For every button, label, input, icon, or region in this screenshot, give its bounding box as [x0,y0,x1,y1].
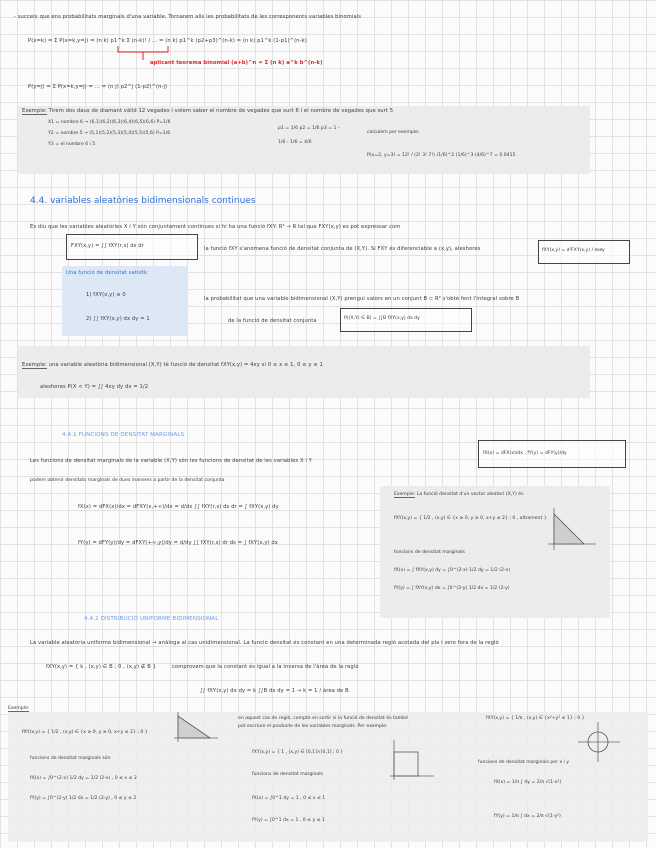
example-3-text: Exemple: La funció densitat d'un vector aleatori (X,Y) és [394,492,524,497]
bottom-ex3-fx: fX(x) = 1/π ∫ dy = 2/π √(1-x²) [494,780,562,785]
property-1: 1) fXY(x,y) ≥ 0 [86,292,126,298]
bottom-ex1-density: fXY(x,y) = { 1/2 , (x,y) ∈ {x ≥ 0, y ≥ 0, x+y ≤ 2} ; 0 } [22,730,148,735]
example-1-result: P(x=2, y=3) = 12! / (2! 3! 7!) (1/6)^2 (1/6)^3 (4/6)^7 = 0.0415 [367,153,516,158]
probability-formula-box: P((X,Y) ∈ B) = ∫∫B fXY(x,y) dx dy [340,308,472,332]
property-2: 2) ∫∫ fXY(x,y) dx dy = 1 [86,316,150,322]
example-1-calc-label: calculem per exemple: [367,130,420,135]
subsection-442-title: 4.4.2 DISTRIBUCIÓ UNIFORME BIDIMENSIONAL [84,616,219,622]
example-3-marginals-label: funcions de densitat marginals [394,550,465,555]
probability-text: la probabilitat que una variable bidimensional (X,Y) prengui valors en un conjunt B ⊂ R² s'obté fent l'integral sobre B [204,296,520,302]
example-2-text: Exemple: una variable aleatòria bidimensional (X,Y) té funció de densitat fXY(x,y) = 4xy si 0 ≤ x ≤ 1, 0 ≤ y ≤ 1 [22,362,323,368]
bottom-ex1-fx: fX(x) = ∫0^(2-x) 1/2 dy = 1/2 (2-x) , 0 ≤ x ≤ 2 [30,776,137,781]
brace-underline [118,46,119,47]
bottom-ex2-fy: fY(y) = ∫0^1 dx = 1 , 0 ≤ y ≤ 1 [252,818,325,823]
example-3-fx: fX(x) = ∫ fXY(x,y) dy = ∫0^(2-x) 1/2 dy = 1/2 (2-x) [394,568,511,573]
example-3-fy: fY(y) = ∫ fXY(x,y) dx = ∫0^(2-y) 1/2 dx = 1/2 (2-y) [394,586,510,591]
bottom-ex2-note-2: pot escriure el producte de les variables marginals. Per exemple: [238,724,388,729]
bottom-ex2-note: en aquest cas de regió, compte en sortir si la funció de densitat és també [238,716,408,721]
uniform-density-def: fXY(x,y) = { k , (x,y) ∈ B ; 0 , (x,y) ∉ B } [46,664,156,670]
subsection-441-title: 4.4.1 FUNCIONS DE DENSITAT MARGINALS [62,432,185,438]
example-1-probs: p1 = 1/6 p2 = 1/6 p3 = 1 - 1/6 - 1/6 = 4/6 [278,126,340,145]
marginal-fy-derivation: fY(y) = dFY(y)/dy = dFXY(+∞,y)/dy = d/dy ∫∫ fXY(r,s) dr ds = ∫ fXY(x,y) dx [78,540,278,546]
uniform-check-text: comprovem que la constant és igual a la inversa de l'àrea de la regió [172,664,359,670]
example-3-density: fXY(x,y) = { 1/2 , (x,y) ∈ {x ≥ 0, y ≥ 0, x+y ≤ 2} ; 0 , altrament } [394,516,547,521]
bottom-ex3-density: fXY(x,y) = { 1/π , (x,y) ∈ {x²+y² ≤ 1} ; 0 } [486,716,585,721]
marginal-fx-derivation: fX(x) = dFX(x)/dx = dFXY(x,+∞)/dx = d/dx ∫∫ fXY(r,s) ds dr = ∫ fXY(x,y) dy [78,504,279,510]
density-text: la funció fXY s'anomena funció de densitat conjunta de (X,Y). Si FXY és diferenciable a (x,y), aleshores [204,246,481,252]
binomial-theorem-note: aplicant teorema binomial (a+b)^n = Σ (n k) a^k b^(n-k) [150,60,323,66]
marginals-text: Les funcions de densitat marginals de la variable (X,Y) són les funcions de densitat de les variables X i Y [30,458,312,464]
section-intro: Es diu que les variables aleatòries X i Y són conjuntament continues si hi ha una funció fXY: R² → R tal que FXY(x,y) es pot expressar com [30,224,401,230]
triangle-region-plot [548,508,549,509]
marginal-formula-box: fX(x) = dFX(x)/dx , fY(y) = dFY(y)/dy [478,440,626,468]
marginal-x-equation: P(x=k) = Σ P(x=k,y=j) = (n k) p1^k Σ (n-k)! / ... = (n k) p1^k (p2+p3)^(n-k) = (n k) p1^k (1-p1)^(n-k) [28,38,307,44]
bottom-ex2-marginals: funcions de densitat marginals [252,772,323,777]
marginal-y-equation: P(y=j) = Σ P(x=k,y=j) = ... = (n j) p2^j (1-p2)^(n-j) [28,84,168,90]
intro-line: - succeix que ens probabilitats marginals d'una variable. Tornarem alls les probabilitats de les corresponents variables binomials [14,14,362,20]
uniform-text: La variable aleatòria uniforme bidimensional → anàloga al cas unidimensional. La funció densitat és constant en una determinada regió acotada del pla i zero fora de la regió [30,640,499,646]
cdf-formula-box: FXY(x,y) = ∫∫ fXY(r,s) ds dr [66,234,198,260]
bottom-ex3-fy: fY(y) = 1/π ∫ dx = 2/π √(1-y²) [494,814,561,819]
uniform-integral: ∫∫ fXY(x,y) dx dy = k ∫∫B dx dy = 1 → k = 1 / àrea de B [200,688,349,694]
density-formula-box: fXY(x,y) = ∂²FXY(x,y) / ∂x∂y [538,240,630,264]
bottom-ex1-triangle-plot [174,712,175,713]
example-1-z: Y3 = el nombre 6 i 5 [48,142,96,147]
example-1-x: X1 = nombre 6 → (6,1)(6,2)(6,3)(6,4)(6,5)(6,6) P=1/6 [48,120,171,125]
example-1-label: Exemple: Tirem dos daus de diamant vàlid 12 vegades i volem saber el nombre de vegades que surt 6 i el nombre de vegades que surt 5 [22,108,394,114]
bottom-ex3-marginals: funcions de densitat marginals per x i y [478,760,570,765]
marginals-text-2: podem obtenir densitats marginals de dues maneres a partir de la densitat conjunta [30,478,225,483]
example-2-calc: aleshores P(X < Y) = ∫∫ 4xy dy dx = 1/2 [40,384,149,390]
bottom-ex3-circle-plot [586,730,587,731]
bottom-ex2-square-plot [390,740,391,741]
properties-title: Una funció de densitat satisfà: [66,270,149,276]
bottom-ex2-density: fXY(x,y) = { 1 , (x,y) ∈ [0,1]×[0,1] ; 0 } [252,750,344,755]
bottom-ex2-fx: fX(x) = ∫0^1 dy = 1 , 0 ≤ x ≤ 1 [252,796,326,801]
probability-text-2: de la funció de densitat conjunta [228,318,317,324]
example-1-y: Y2 = nombre 5 → (5,1)(5,2)(5,3)(5,4)(5,5)(5,6) P=1/6 [48,131,171,136]
example-4-label: Exemple: [8,706,30,711]
section-heading: 4.4. variables aleatòries bidimensionals continues [30,196,256,206]
bottom-ex1-marginals: funcions de densitat marginals són [30,756,111,761]
bottom-ex1-fy: fY(y) = ∫0^(2-y) 1/2 dx = 1/2 (2-y) , 0 ≤ y ≤ 2 [30,796,137,801]
